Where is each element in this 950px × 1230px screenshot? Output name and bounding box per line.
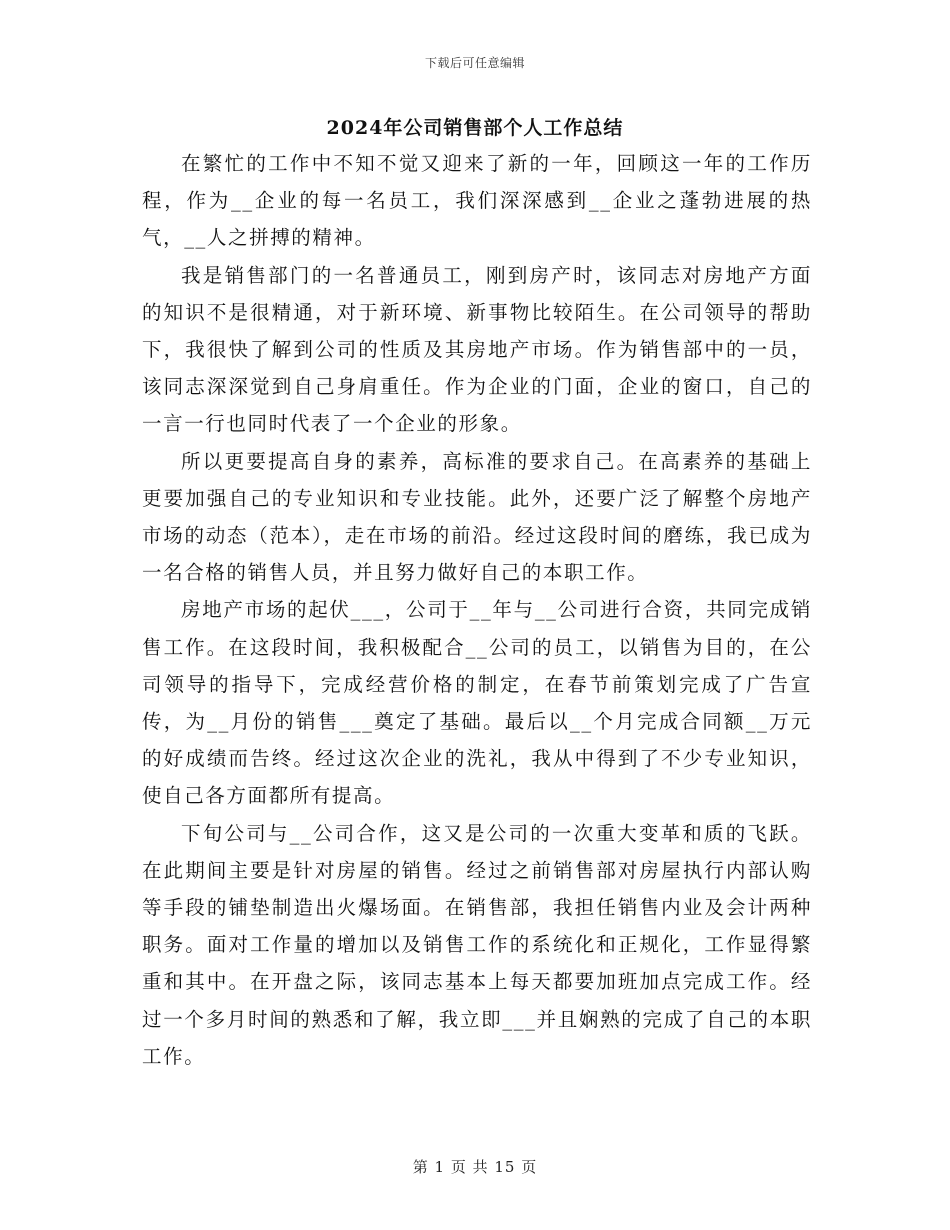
document-title: 2024年公司销售部个人工作总结	[326, 117, 624, 139]
page-footer: 第 1 页 共 15 页	[412, 1158, 538, 1176]
paragraph: 下旬公司与__公司合作，这又是公司的一次重大变革和质的飞跃。在此期间主要是针对房屋的销售。经过之前销售部对房屋执行内部认购等手段的铺垫制造出火爆场面。在销售部，我担任销售内业及会计两种职务。面对工作量的增加以及销售工作的系统化和正规化，工作显得繁重和其中。在开盘之际，该同志基本上每天都要加班加点完成工作。经过一个多月时间的熟悉和了解，我立即___并且娴熟的完成了自己的本职工作。	[142, 821, 812, 1068]
document-body	[142, 145, 812, 1075]
header-note: 下载后可任意编辑	[424, 56, 525, 70]
paragraph: 房地产市场的起伏___，公司于__年与__公司进行合资，共同完成销售工作。在这段时间，我积极配合__公司的员工，以销售为目的，在公司领导的指导下，完成经营价格的制定，在春节前策划完成了广告宣传，为__月份的销售___奠定了基础。最后以__个月完成合同额__万元的好成绩而告终。经过这次企业的洗礼，我从中得到了不少专业知识，使自己各方面都所有提高。	[142, 598, 812, 808]
paragraph: 所以更要提高自身的素养，高标准的要求自己。在高素养的基础上更要加强自己的专业知识和专业技能。此外，还要广泛了解整个房地产市场的动态（范本），走在市场的前沿。经过这段时间的磨练，我已成为一名合格的销售人员，并且努力做好自己的本职工作。	[142, 449, 812, 585]
paragraph: 我是销售部门的一名普通员工，刚到房产时，该同志对房地产方面的知识不是很精通，对于新环境、新事物比较陌生。在公司领导的帮助下，我很快了解到公司的性质及其房地产市场。作为销售部中的一员，该同志深深觉到自己身肩重任。作为企业的门面，企业的窗口，自己的一言一行也同时代表了一个企业的形象。	[142, 263, 812, 436]
paragraph: 在繁忙的工作中不知不觉又迎来了新的一年，回顾这一年的工作历程，作为__企业的每一名员工，我们深深感到__企业之蓬勃进展的热气，__人之拼搏的精神。	[142, 152, 812, 250]
